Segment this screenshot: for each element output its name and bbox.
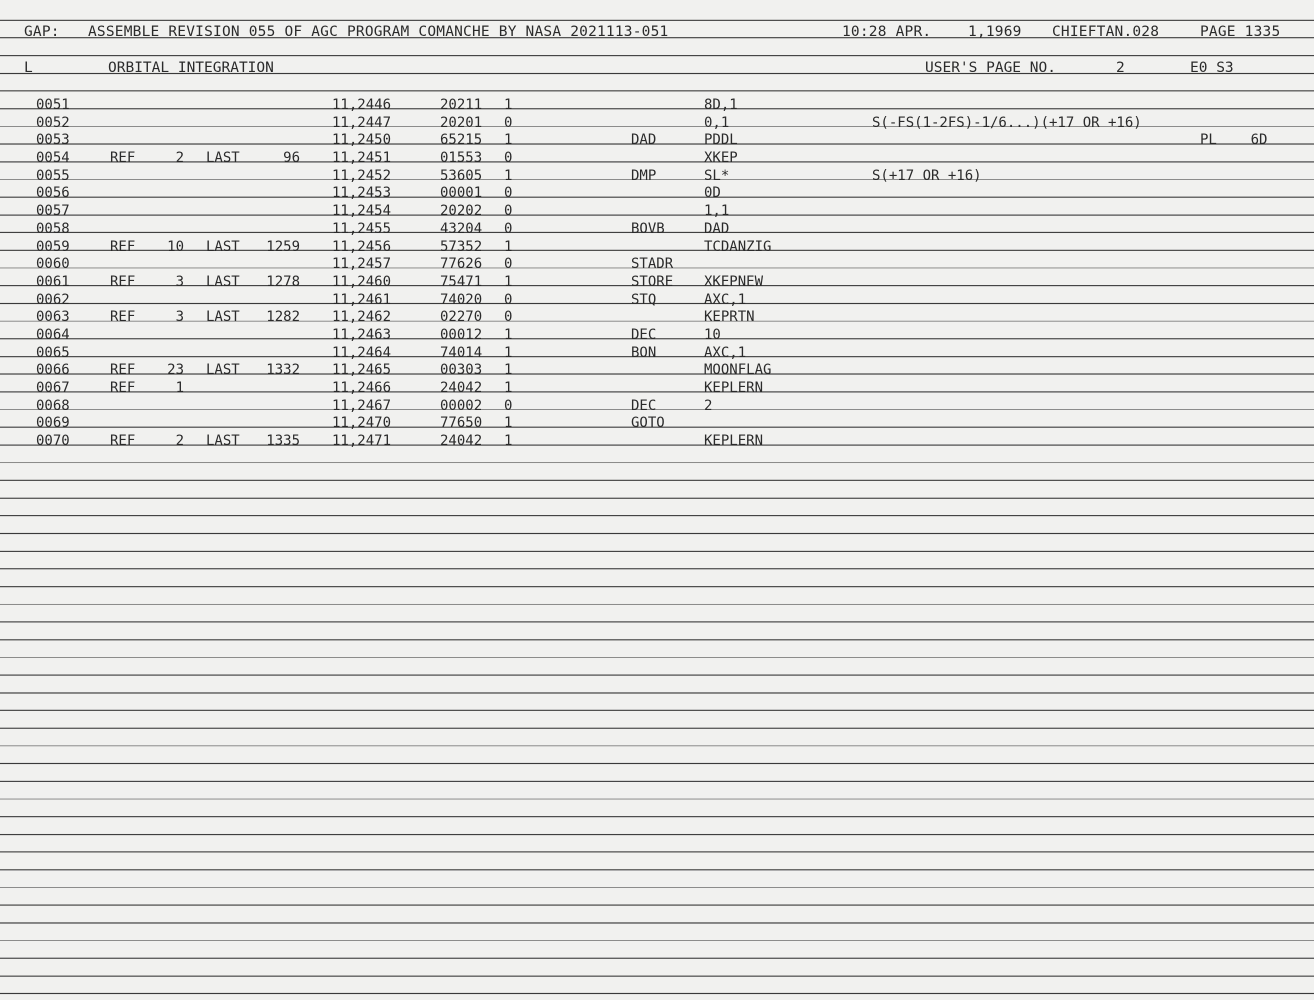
listing-row bbox=[0, 273, 1314, 291]
last-page: 1335 bbox=[266, 433, 300, 450]
parity-bit: 1 bbox=[504, 380, 513, 396]
ref-count: 3 bbox=[175, 273, 184, 290]
memory-address: 11,2470 bbox=[332, 415, 392, 432]
memory-address: 11,2464 bbox=[332, 344, 392, 361]
listing-row bbox=[0, 96, 1314, 114]
memory-address: 11,2462 bbox=[332, 309, 392, 326]
octal-word: 74014 bbox=[440, 344, 483, 361]
parity-bit: 1 bbox=[504, 273, 513, 290]
line-number: 0066 bbox=[36, 362, 70, 379]
ref-label: REF bbox=[110, 380, 136, 396]
ref-label: REF bbox=[110, 309, 136, 326]
opcode: DMP bbox=[631, 167, 657, 184]
listing-row bbox=[0, 344, 1314, 362]
octal-word: 00001 bbox=[440, 185, 483, 202]
ref-count: 10 bbox=[167, 238, 184, 255]
ref-count: 3 bbox=[175, 309, 184, 326]
parity-bit: 0 bbox=[504, 397, 513, 414]
line-number: 0053 bbox=[36, 132, 70, 149]
octal-word: 00303 bbox=[440, 362, 483, 379]
parity-bit: 1 bbox=[504, 326, 513, 343]
opcode: DAD bbox=[631, 132, 657, 149]
parity-bit: 1 bbox=[504, 238, 513, 255]
parity-bit: 0 bbox=[504, 309, 513, 326]
page-number: PAGE 1335 bbox=[1200, 24, 1281, 40]
octal-word: 77650 bbox=[440, 415, 483, 432]
comment: S(+17 OR +16) bbox=[872, 167, 982, 184]
last-page: 1278 bbox=[266, 273, 300, 290]
opcode: GOTO bbox=[631, 415, 665, 432]
parity-bit: 1 bbox=[504, 97, 513, 113]
users-page-number: 2 bbox=[1116, 60, 1125, 76]
operand: 2 bbox=[704, 397, 713, 414]
extra-note: PL 6D bbox=[1200, 132, 1268, 149]
ref-label: REF bbox=[110, 238, 136, 255]
section-header bbox=[0, 60, 1314, 82]
job-name: CHIEFTAN.028 bbox=[1052, 24, 1160, 40]
ref-label: REF bbox=[110, 150, 136, 167]
ref-label: REF bbox=[110, 273, 136, 290]
opcode: STADR bbox=[631, 256, 674, 273]
opcode: DEC bbox=[631, 397, 657, 414]
comment: S(-FS(1-2FS)-1/6...)(+17 OR +16) bbox=[872, 114, 1142, 131]
line-number: 0068 bbox=[36, 397, 70, 414]
line-number: 0055 bbox=[36, 167, 70, 184]
operand: 1,1 bbox=[704, 203, 730, 220]
line-number: 0052 bbox=[36, 114, 70, 131]
program-label: GAP: bbox=[24, 24, 60, 40]
octal-word: 65215 bbox=[440, 132, 483, 149]
memory-address: 11,2450 bbox=[332, 132, 392, 149]
last-page: 1332 bbox=[266, 362, 300, 379]
line-number: 0062 bbox=[36, 291, 70, 308]
listing-row bbox=[0, 220, 1314, 238]
parity-bit: 0 bbox=[504, 185, 513, 202]
operand: DAD bbox=[704, 220, 730, 237]
section-title: ORBITAL INTEGRATION bbox=[108, 60, 274, 76]
memory-address: 11,2447 bbox=[332, 114, 392, 131]
line-number: 0070 bbox=[36, 433, 70, 450]
listing-row bbox=[0, 184, 1314, 202]
line-number: 0060 bbox=[36, 256, 70, 273]
octal-word: 20202 bbox=[440, 203, 483, 220]
octal-word: 24042 bbox=[440, 433, 483, 450]
octal-word: 43204 bbox=[440, 220, 483, 237]
parity-bit: 1 bbox=[504, 132, 513, 149]
operand: 0,1 bbox=[704, 114, 730, 131]
users-page-label: USER'S PAGE NO. bbox=[925, 60, 1056, 76]
memory-address: 11,2446 bbox=[332, 97, 392, 113]
line-number: 0061 bbox=[36, 273, 70, 290]
listing-row bbox=[0, 114, 1314, 132]
print-time: 10:28 APR. bbox=[842, 24, 932, 40]
octal-word: 01553 bbox=[440, 150, 483, 167]
last-label: LAST bbox=[206, 433, 240, 450]
memory-address: 11,2455 bbox=[332, 220, 392, 237]
listing-row bbox=[0, 131, 1314, 149]
octal-word: 00012 bbox=[440, 326, 483, 343]
operand: TCDANZIG bbox=[704, 238, 772, 255]
parity-bit: 1 bbox=[504, 415, 513, 432]
operand: 0D bbox=[704, 185, 721, 202]
memory-address: 11,2460 bbox=[332, 273, 392, 290]
last-page: 1282 bbox=[266, 309, 300, 326]
operand: 8D,1 bbox=[704, 97, 738, 113]
last-page: 1259 bbox=[266, 238, 300, 255]
line-number: 0059 bbox=[36, 238, 70, 255]
ref-label: REF bbox=[110, 362, 136, 379]
ref-label: REF bbox=[110, 433, 136, 450]
memory-address: 11,2451 bbox=[332, 150, 392, 167]
line-number: 0054 bbox=[36, 150, 70, 167]
listing-row bbox=[0, 149, 1314, 167]
section-marker: L bbox=[24, 60, 33, 76]
opcode: BON bbox=[631, 344, 657, 361]
octal-word: 57352 bbox=[440, 238, 483, 255]
operand: XKEPNEW bbox=[704, 273, 764, 290]
ref-count: 1 bbox=[175, 380, 184, 396]
operand: 10 bbox=[704, 326, 721, 343]
listing-row bbox=[0, 255, 1314, 273]
octal-word: 24042 bbox=[440, 380, 483, 396]
opcode: DEC bbox=[631, 326, 657, 343]
operand: KEPRTN bbox=[704, 309, 755, 326]
octal-word: 00002 bbox=[440, 397, 483, 414]
memory-address: 11,2452 bbox=[332, 167, 392, 184]
operand: AXC,1 bbox=[704, 344, 747, 361]
listing-row bbox=[0, 432, 1314, 450]
parity-bit: 0 bbox=[504, 114, 513, 131]
last-label: LAST bbox=[206, 150, 240, 167]
memory-address: 11,2471 bbox=[332, 433, 392, 450]
operand: KEPLERN bbox=[704, 433, 764, 450]
operand: PDDL bbox=[704, 132, 738, 149]
line-number: 0065 bbox=[36, 344, 70, 361]
parity-bit: 0 bbox=[504, 203, 513, 220]
parity-bit: 0 bbox=[504, 220, 513, 237]
line-number: 0069 bbox=[36, 415, 70, 432]
parity-bit: 0 bbox=[504, 150, 513, 167]
parity-bit: 1 bbox=[504, 344, 513, 361]
parity-bit: 0 bbox=[504, 291, 513, 308]
line-number: 0057 bbox=[36, 203, 70, 220]
listing-row bbox=[0, 308, 1314, 326]
last-label: LAST bbox=[206, 273, 240, 290]
line-number: 0063 bbox=[36, 309, 70, 326]
listing-row bbox=[0, 397, 1314, 415]
listing-body bbox=[0, 96, 1314, 450]
last-label: LAST bbox=[206, 238, 240, 255]
line-number: 0056 bbox=[36, 185, 70, 202]
opcode: STORE bbox=[631, 273, 674, 290]
opcode: STQ bbox=[631, 291, 657, 308]
listing-row bbox=[0, 326, 1314, 344]
parity-bit: 1 bbox=[504, 167, 513, 184]
parity-bit: 0 bbox=[504, 256, 513, 273]
listing-header bbox=[0, 24, 1314, 48]
memory-address: 11,2456 bbox=[332, 238, 392, 255]
octal-word: 20211 bbox=[440, 97, 483, 113]
listing-row bbox=[0, 238, 1314, 256]
operand: XKEP bbox=[704, 150, 738, 167]
ref-count: 2 bbox=[175, 150, 184, 167]
last-page: 96 bbox=[283, 150, 300, 167]
listing-title: ASSEMBLE REVISION 055 OF AGC PROGRAM COMANCHE BY NASA 2021113-051 bbox=[88, 24, 669, 40]
section-code: E0 S3 bbox=[1190, 60, 1234, 76]
octal-word: 02270 bbox=[440, 309, 483, 326]
parity-bit: 1 bbox=[504, 433, 513, 450]
listing-row bbox=[0, 379, 1314, 397]
listing-row bbox=[0, 202, 1314, 220]
memory-address: 11,2463 bbox=[332, 326, 392, 343]
memory-address: 11,2461 bbox=[332, 291, 392, 308]
memory-address: 11,2466 bbox=[332, 380, 392, 396]
operand: MOONFLAG bbox=[704, 362, 772, 379]
last-label: LAST bbox=[206, 309, 240, 326]
octal-word: 77626 bbox=[440, 256, 483, 273]
listing-row bbox=[0, 414, 1314, 432]
octal-word: 75471 bbox=[440, 273, 483, 290]
line-number: 0058 bbox=[36, 220, 70, 237]
memory-address: 11,2454 bbox=[332, 203, 392, 220]
memory-address: 11,2467 bbox=[332, 397, 392, 414]
operand: AXC,1 bbox=[704, 291, 747, 308]
ref-count: 23 bbox=[167, 362, 184, 379]
print-date: 1,1969 bbox=[968, 24, 1022, 40]
opcode: BOVB bbox=[631, 220, 665, 237]
octal-word: 53605 bbox=[440, 167, 483, 184]
listing-row bbox=[0, 167, 1314, 185]
listing-row bbox=[0, 291, 1314, 309]
operand: KEPLERN bbox=[704, 380, 764, 396]
memory-address: 11,2453 bbox=[332, 185, 392, 202]
last-label: LAST bbox=[206, 362, 240, 379]
memory-address: 11,2465 bbox=[332, 362, 392, 379]
operand: SL* bbox=[704, 167, 730, 184]
octal-word: 20201 bbox=[440, 114, 483, 131]
octal-word: 74020 bbox=[440, 291, 483, 308]
parity-bit: 1 bbox=[504, 362, 513, 379]
listing-row bbox=[0, 361, 1314, 379]
line-number: 0051 bbox=[36, 97, 70, 113]
ref-count: 2 bbox=[175, 433, 184, 450]
memory-address: 11,2457 bbox=[332, 256, 392, 273]
line-number: 0067 bbox=[36, 380, 70, 396]
line-number: 0064 bbox=[36, 326, 70, 343]
